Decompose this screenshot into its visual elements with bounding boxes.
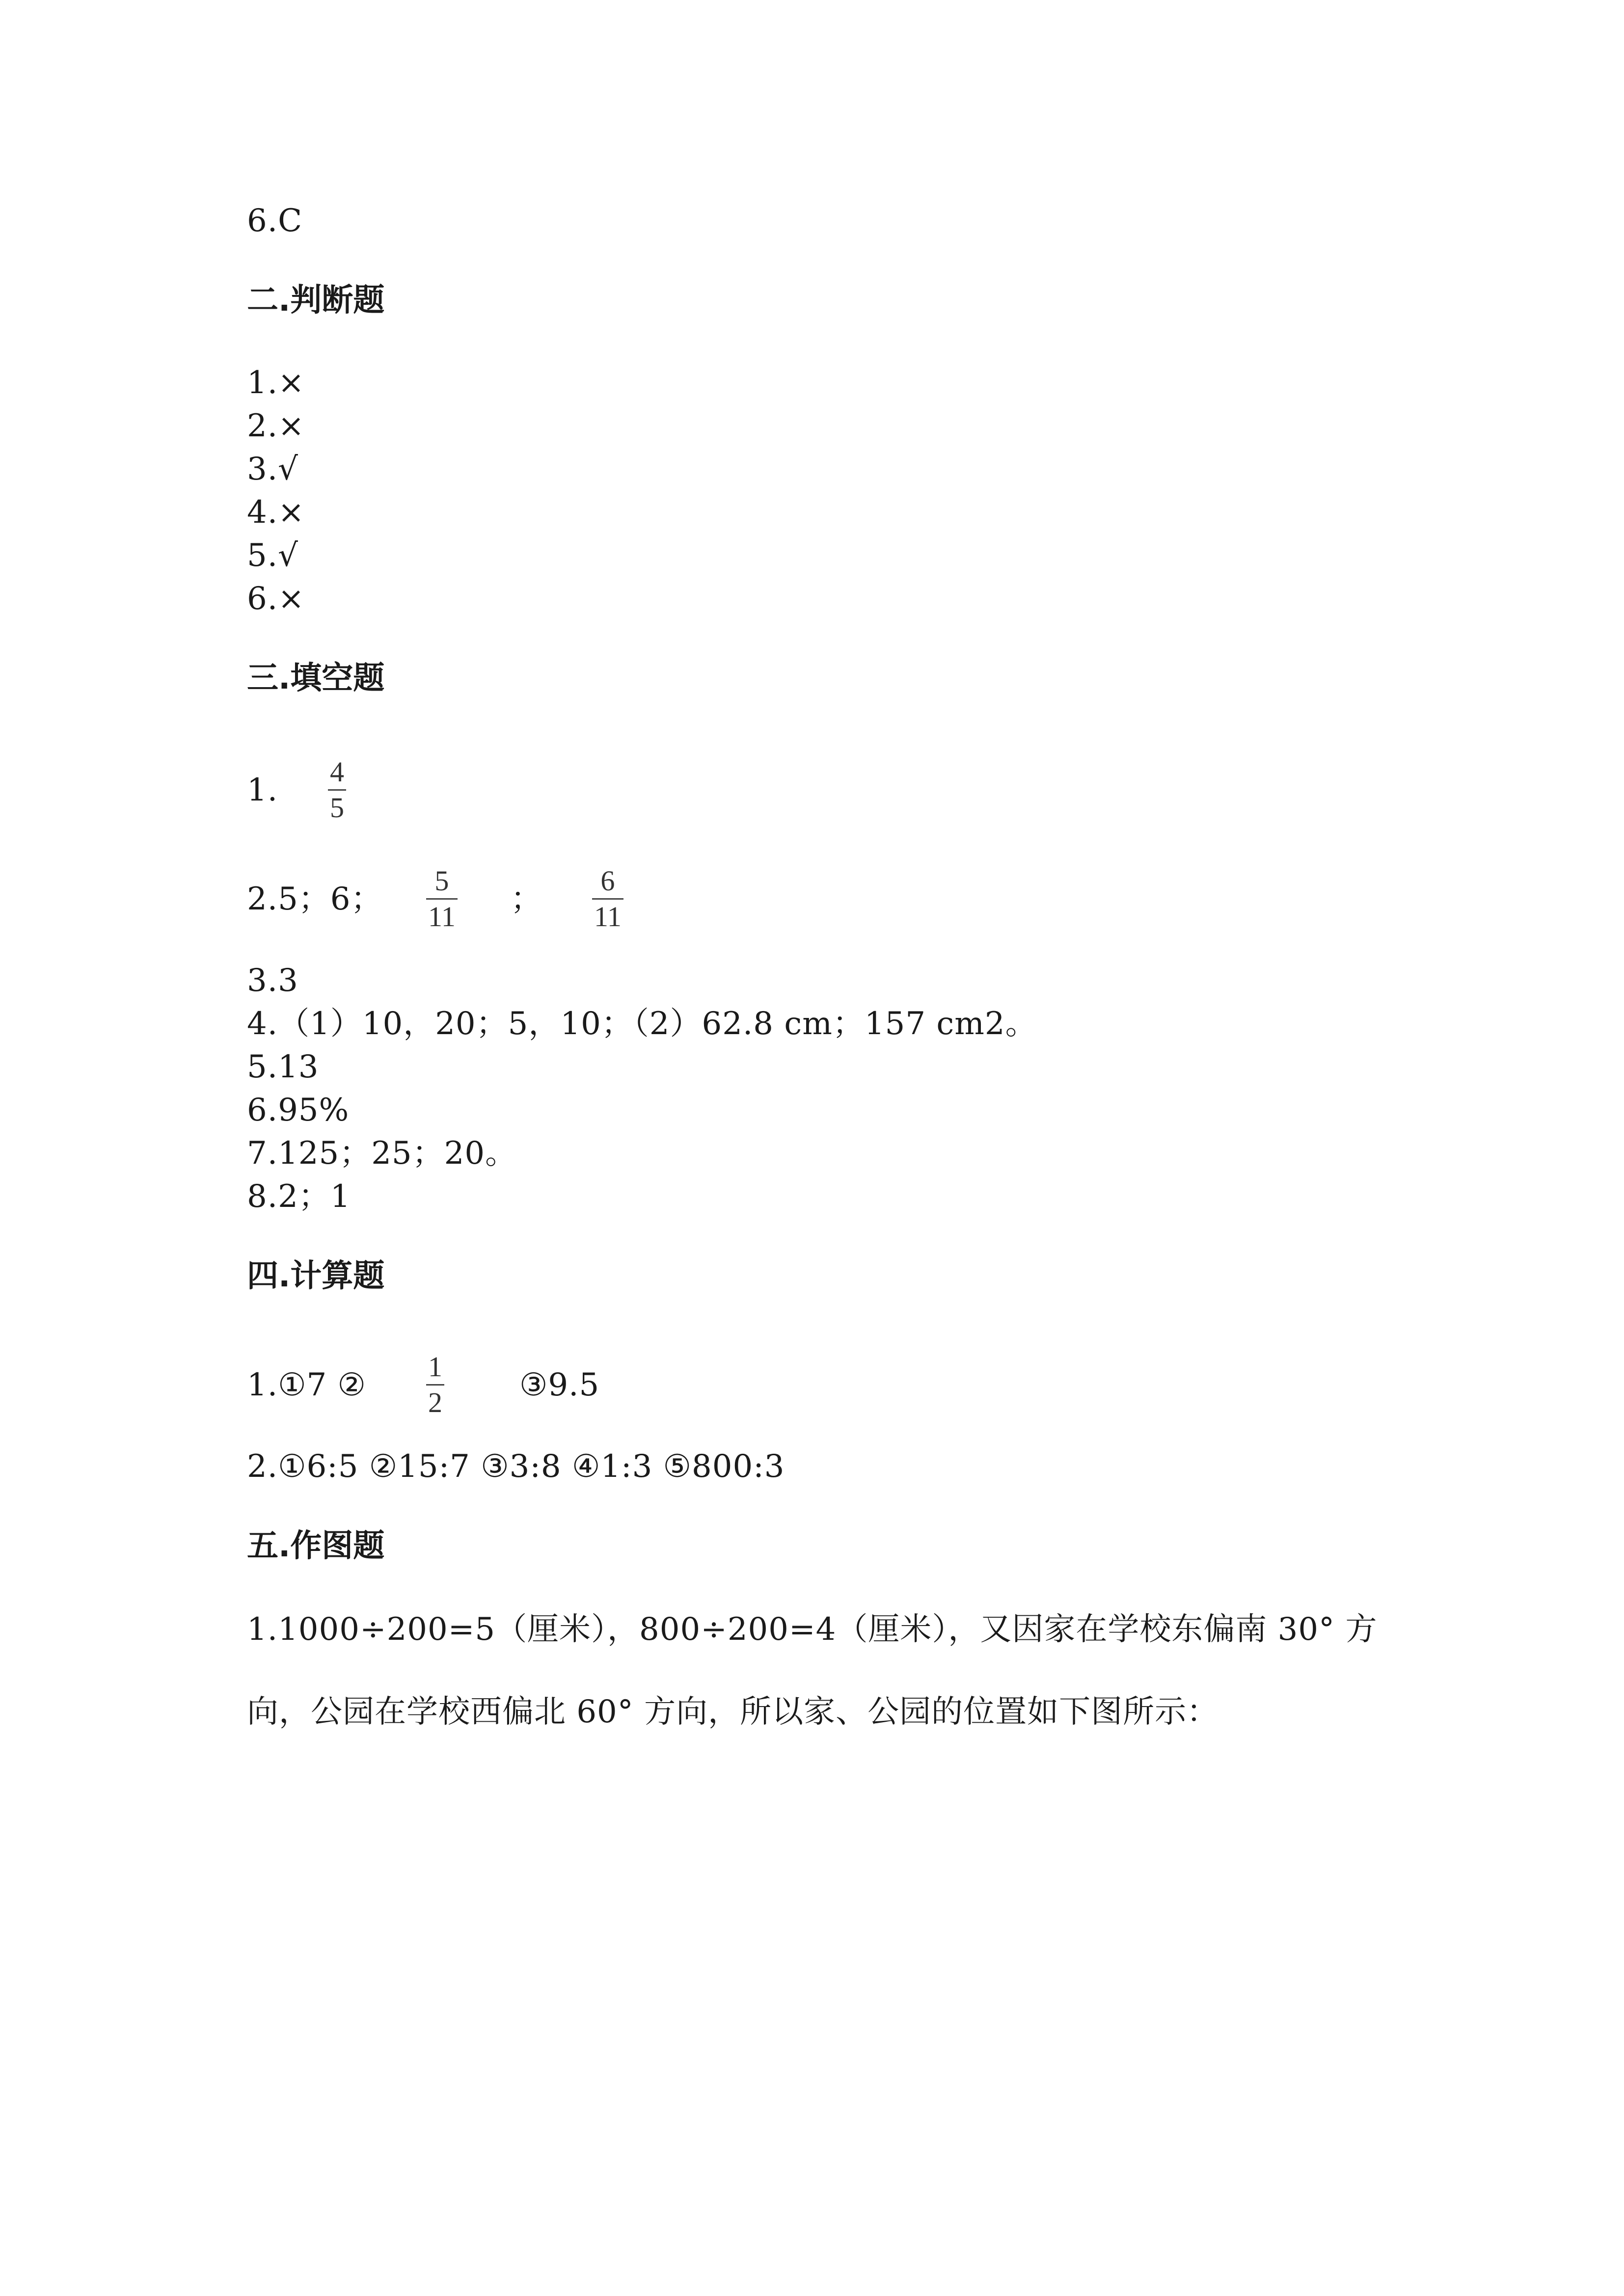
fraction-5-11	[426, 867, 458, 931]
drawing-answer-line-1: 1.1000÷200=5（厘米），800÷200=4（厘米），又因家在学校东偏南 30° 方	[247, 1611, 1378, 1648]
fill-answer-5: 5.13	[247, 1049, 319, 1085]
fill-answer-1-prefix: 1.	[247, 772, 278, 808]
judgment-answer-6: 6.×	[247, 581, 305, 617]
fill-answer-6: 6.95%	[247, 1092, 350, 1128]
judgment-answer-2: 2.×	[247, 408, 305, 444]
drawing-answer-line-2: 向，公园在学校西偏北 60° 方向，所以家、公园的位置如下图所示：	[247, 1694, 1219, 1730]
fraction-bar	[426, 898, 458, 900]
fraction-numerator: 4	[330, 756, 344, 788]
fraction-bar	[328, 789, 346, 791]
section-title-fill-blank: 三.填空题	[247, 660, 385, 696]
fill-answer-8: 8.2；1	[247, 1178, 351, 1215]
calc-answer-1-prefix: 1.①7 ②	[247, 1367, 366, 1403]
section-title-drawing: 五.作图题	[247, 1528, 385, 1564]
fill-answer-2-separator: ；	[511, 881, 542, 917]
fraction-denominator: 2	[428, 1387, 442, 1418]
fraction-denominator: 11	[428, 901, 456, 933]
mc-answer-6: 6.C	[247, 203, 303, 239]
section-title-calculation: 四.计算题	[247, 1258, 385, 1294]
fraction-denominator: 11	[594, 901, 622, 933]
fraction-denominator: 5	[330, 792, 344, 824]
section-title-judgment: 二.判断题	[247, 282, 385, 319]
fraction-numerator: 5	[434, 865, 449, 897]
judgment-answer-5: 5.√	[247, 537, 298, 574]
calc-answer-2: 2.①6:5 ②15:7 ③3:8 ④1:3 ⑤800:3	[247, 1448, 785, 1485]
fill-answer-7: 7.125；25；20。	[247, 1135, 517, 1172]
fraction-numerator: 6	[600, 865, 615, 897]
fraction-4-5	[328, 758, 346, 822]
fraction-bar	[592, 898, 623, 900]
fraction-6-11	[592, 867, 623, 931]
fraction-1-2	[426, 1353, 444, 1417]
calc-answer-1-suffix: ③9.5	[519, 1367, 600, 1403]
fill-answer-3: 3.3	[247, 962, 298, 999]
judgment-answer-1: 1.×	[247, 365, 305, 401]
fraction-bar	[426, 1384, 444, 1386]
judgment-answer-4: 4.×	[247, 494, 305, 531]
fraction-numerator: 1	[428, 1351, 442, 1383]
judgment-answer-3: 3.√	[247, 451, 298, 487]
fill-answer-2-prefix: 2.5；6；	[247, 881, 383, 917]
fill-answer-4: 4.（1）10，20；5，10；（2）62.8 cm；157 cm2。	[247, 1006, 1037, 1042]
